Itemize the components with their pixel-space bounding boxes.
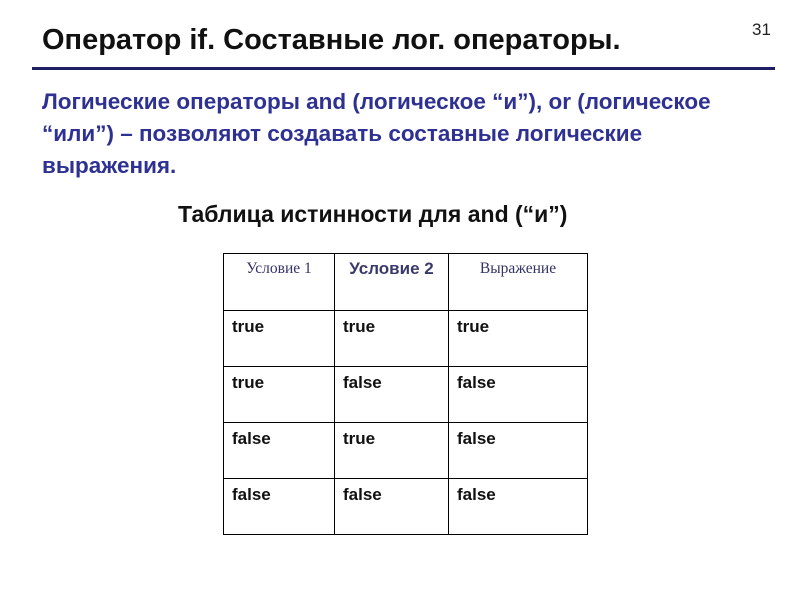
slide-number: 31 bbox=[752, 20, 771, 39]
slide-title: Оператор if. Составные лог. операторы. bbox=[42, 24, 621, 56]
table-cell: false bbox=[224, 479, 335, 535]
intro-paragraph: Логические операторы and (логическое “и”), or (логическое “или”) – позволяют создавать составные логические выражения. bbox=[42, 89, 711, 178]
table-header-row bbox=[224, 254, 588, 311]
table-cell: true bbox=[224, 311, 335, 367]
table-cell: false bbox=[449, 479, 588, 535]
table-cell: true bbox=[224, 367, 335, 423]
table-cell: true bbox=[335, 311, 449, 367]
table-cell: false bbox=[224, 423, 335, 479]
title-divider bbox=[32, 67, 775, 70]
table-row bbox=[224, 311, 588, 367]
table-cell: false bbox=[335, 479, 449, 535]
table-cell: false bbox=[449, 423, 588, 479]
table-cell: true bbox=[449, 311, 588, 367]
table-row bbox=[224, 367, 588, 423]
table-row bbox=[224, 479, 588, 535]
table-cell: false bbox=[335, 367, 449, 423]
header-expression: Выражение bbox=[449, 254, 588, 311]
table-caption: Таблица истинности для and (“и”) bbox=[178, 201, 568, 227]
table-cell: false bbox=[449, 367, 588, 423]
table-cell: true bbox=[335, 423, 449, 479]
truth-table bbox=[223, 253, 588, 535]
header-condition-1: Условие 1 bbox=[224, 254, 335, 311]
table-row bbox=[224, 423, 588, 479]
header-condition-2: Условие 2 bbox=[335, 254, 449, 311]
